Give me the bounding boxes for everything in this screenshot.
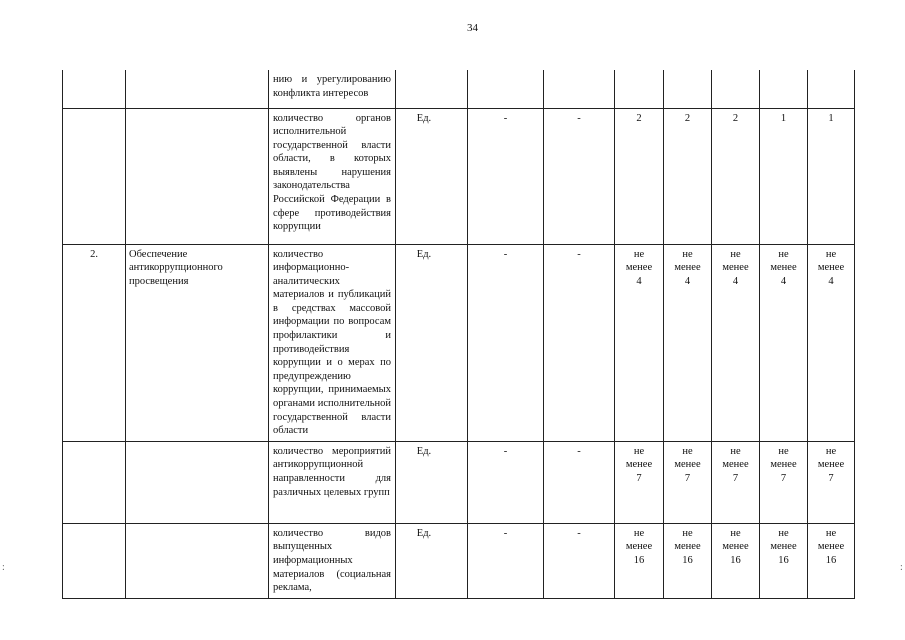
value-line: не [778, 527, 789, 539]
indicator-cell: нию и урегулированию конфликта интересов [269, 70, 396, 108]
unit-cell: Ед. [396, 523, 468, 598]
value-cell-6: 1 [760, 108, 808, 244]
value-cell-4 [664, 244, 712, 441]
value-cell-6 [760, 523, 808, 598]
value-line: не [825, 248, 837, 260]
value-line: 4 [732, 275, 739, 287]
value-cell-1: - [468, 523, 544, 598]
value-line: не [730, 445, 741, 457]
value-line: 16 [682, 555, 693, 566]
value-cell-4: 2 [664, 108, 712, 244]
value-line: 4 [684, 275, 691, 287]
value-line: не [730, 248, 741, 260]
value-cell-7: 1 [808, 108, 855, 244]
value-cell-5 [712, 70, 760, 108]
row-number-cell [63, 441, 126, 523]
row-number-cell [63, 523, 126, 598]
value-line: менее [625, 541, 653, 553]
unit-cell: Ед. [396, 108, 468, 244]
value-cell-4 [664, 441, 712, 523]
value-line: менее [625, 262, 653, 274]
row-number-cell: 2. [63, 244, 126, 441]
activity-name-cell [126, 523, 269, 598]
value-cell-3: 2 [615, 108, 664, 244]
value-line: не [633, 248, 645, 260]
value-line: не [633, 527, 645, 539]
value-line: 4 [828, 275, 834, 287]
value-line: 7 [684, 473, 691, 484]
value-line: менее [722, 262, 749, 274]
value-cell-3 [615, 70, 664, 108]
value-line: 16 [825, 555, 837, 566]
margin-mark-left: : [2, 562, 5, 573]
unit-cell: Ед. [396, 244, 468, 441]
value-line: менее [674, 541, 701, 553]
value-line: не [730, 527, 741, 539]
table-row [63, 244, 855, 441]
indicator-cell: количество мероприятий антикоррупционной направленности для различных целевых групп [269, 441, 396, 523]
value-cell-6 [760, 244, 808, 441]
value-cell-5 [712, 523, 760, 598]
activity-name-cell [126, 108, 269, 244]
value-cell-3 [615, 523, 664, 598]
indicators-table [62, 70, 855, 599]
value-line: не [825, 445, 837, 457]
value-cell-7 [808, 244, 855, 441]
value-cell-2: - [544, 523, 615, 598]
value-cell-2: - [544, 441, 615, 523]
value-line: менее [722, 459, 749, 471]
value-cell-6 [760, 70, 808, 108]
value-cell-1 [468, 70, 544, 108]
value-cell-5: 2 [712, 108, 760, 244]
value-line: менее [817, 262, 845, 274]
table-row [63, 108, 855, 244]
activity-name-cell [126, 441, 269, 523]
value-line: не [633, 445, 645, 457]
value-line: 7 [636, 473, 642, 484]
table-row [63, 441, 855, 523]
value-line: 7 [828, 473, 834, 484]
value-cell-1: - [468, 108, 544, 244]
row-number-cell [63, 108, 126, 244]
value-line: 16 [633, 555, 645, 566]
value-cell-3 [615, 244, 664, 441]
value-line: менее [770, 541, 797, 553]
indicator-cell: количество информационно-аналитических материалов и публикаций в средствах массовой информации по вопросам профилактики и противодействия коррупции и о мерах по предупреждению коррупции, принимаемых органами исполнительной государственной власти области [269, 244, 396, 441]
value-cell-2 [544, 70, 615, 108]
value-cell-7 [808, 523, 855, 598]
value-cell-4 [664, 523, 712, 598]
value-line: 7 [732, 473, 739, 484]
value-line: менее [770, 262, 797, 274]
value-line: не [778, 248, 789, 260]
value-cell-2: - [544, 108, 615, 244]
page-number: 34 [467, 22, 478, 34]
value-line: менее [817, 459, 845, 471]
table-row [63, 523, 855, 598]
value-line: менее [817, 541, 845, 553]
value-cell-3 [615, 441, 664, 523]
value-line: 4 [780, 275, 787, 287]
value-cell-7 [808, 441, 855, 523]
value-cell-5 [712, 244, 760, 441]
value-line: не [825, 527, 837, 539]
row-number-cell [63, 70, 126, 108]
value-line: 16 [778, 555, 789, 566]
value-line: менее [625, 459, 653, 471]
unit-cell [396, 70, 468, 108]
indicator-cell: количество органов исполнительной государственной власти области, в которых выявлены нарушения законодательства Российской Федерации в сфере противодействия коррупции [269, 108, 396, 244]
activity-name-cell [126, 70, 269, 108]
value-line: 4 [636, 275, 642, 287]
value-line: 16 [730, 555, 741, 566]
value-cell-1: - [468, 441, 544, 523]
activity-name-cell: Обеспечение антикоррупционного просвещения [126, 244, 269, 441]
value-cell-6 [760, 441, 808, 523]
margin-mark-right: : [900, 562, 903, 573]
value-line: не [682, 527, 693, 539]
value-cell-2: - [544, 244, 615, 441]
value-cell-7 [808, 70, 855, 108]
value-line: менее [722, 541, 749, 553]
table-row [63, 70, 855, 108]
indicator-cell: количество видов выпущенных информационных материалов (социальная реклама, [269, 523, 396, 598]
value-line: не [682, 445, 693, 457]
value-line: 7 [780, 473, 787, 484]
value-line: менее [674, 459, 701, 471]
value-line: менее [674, 262, 701, 274]
unit-cell: Ед. [396, 441, 468, 523]
value-cell-4 [664, 70, 712, 108]
value-cell-1: - [468, 244, 544, 441]
value-line: менее [770, 459, 797, 471]
value-line: не [682, 248, 693, 260]
value-cell-5 [712, 441, 760, 523]
value-line: не [778, 445, 789, 457]
